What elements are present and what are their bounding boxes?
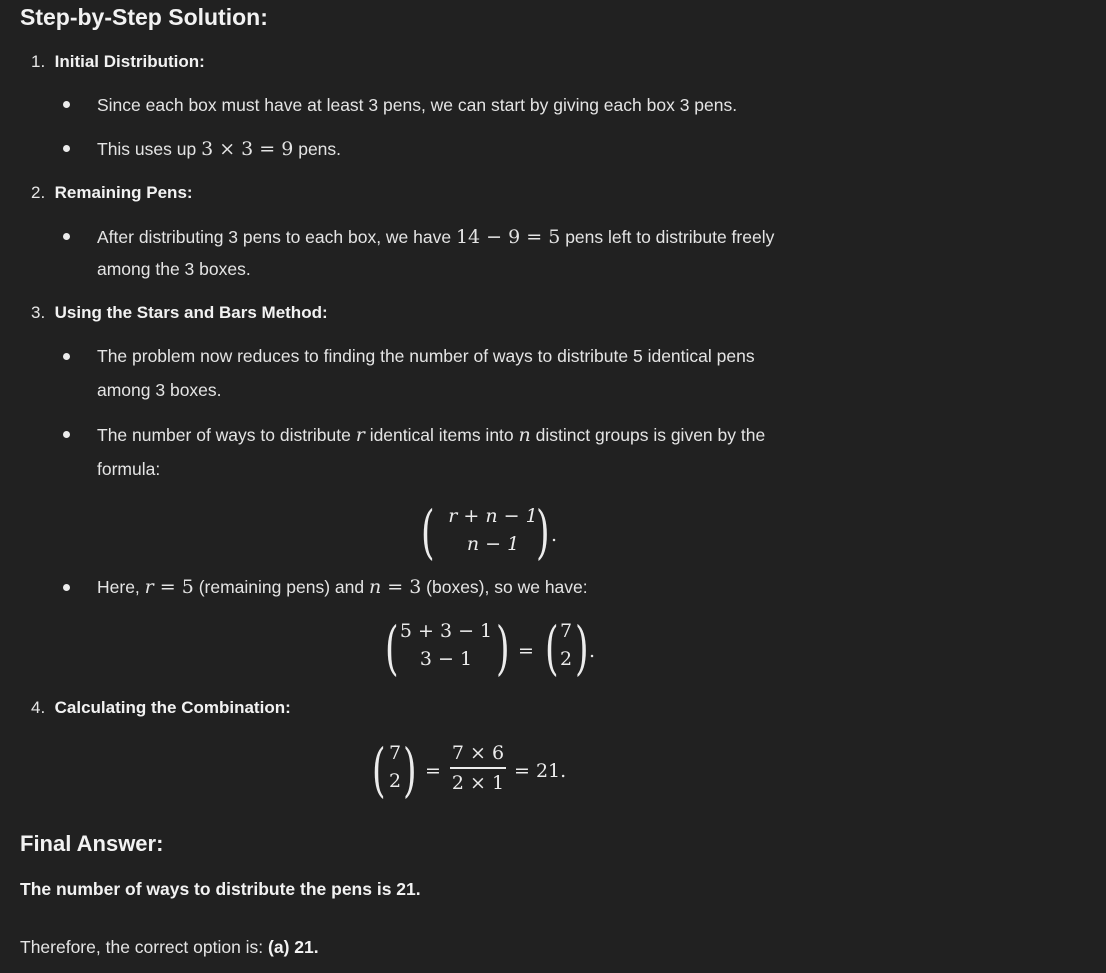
- step-2-bullet-1: After distributing 3 pens to each box, we have 14 − 9 = 5 pens left to distribute freely: [97, 226, 775, 248]
- step-3-bullet-2-line-2: formula:: [97, 459, 161, 479]
- equals-sign: =: [518, 640, 534, 662]
- formula-period: .: [551, 524, 558, 546]
- step-1-heading: 1. Initial Distribution:: [31, 52, 205, 71]
- step-3-heading: 3. Using the Stars and Bars Method:: [31, 303, 328, 322]
- bullet-dot: [63, 431, 70, 438]
- formula-result: = 21.: [514, 760, 567, 782]
- right-paren: ): [575, 614, 589, 682]
- step-2-heading: 2. Remaining Pens:: [31, 183, 193, 202]
- step-1-bullet-1: Since each box must have at least 3 pens, we can start by giving each box 3 pens.: [97, 95, 738, 115]
- fraction: 7 × 6 2 × 1: [451, 742, 505, 794]
- step-4-heading: 4. Calculating the Combination:: [31, 698, 291, 717]
- bullet-dot: [63, 101, 70, 108]
- right-paren: ): [403, 736, 417, 804]
- page-title: Step-by-Step Solution:: [20, 4, 268, 30]
- final-answer-statement: The number of ways to distribute the pens is 21.: [20, 879, 421, 899]
- right-paren: ): [496, 614, 510, 682]
- formula-binomial: r + n − 1 n − 1: [448, 505, 538, 555]
- step-1-bullet-2: This uses up 3 × 3 = 9 pens.: [97, 138, 342, 160]
- final-answer-heading: Final Answer:: [20, 831, 164, 856]
- bullet-dot: [63, 145, 70, 152]
- step-2-bullet-1-line-2: among the 3 boxes.: [97, 259, 251, 279]
- equals-sign: =: [425, 760, 441, 782]
- step-3-bullet-3: Here, r = 5 (remaining pens) and n = 3 (boxes), so we have:: [97, 576, 588, 598]
- formula-period: .: [589, 640, 596, 662]
- step-3-bullet-1-line-2: among 3 boxes.: [97, 380, 222, 400]
- formula-binomial-substituted: 5 + 3 − 1 3 − 1: [399, 620, 493, 670]
- left-paren: (: [385, 614, 399, 682]
- conclusion: Therefore, the correct option is: (a) 21.: [20, 937, 319, 957]
- bullet-dot: [63, 233, 70, 240]
- left-paren: (: [372, 736, 386, 804]
- bullet-dot: [63, 584, 70, 591]
- left-paren: (: [421, 498, 435, 566]
- formula-binomial-7-2: 7 2: [388, 742, 402, 792]
- step-3-bullet-2: The number of ways to distribute r identical items into n distinct groups is given by the: [97, 424, 766, 446]
- right-paren: ): [536, 498, 550, 566]
- step-3-bullet-1: The problem now reduces to finding the number of ways to distribute 5 identical pens: [97, 346, 755, 366]
- formula-binomial-7-2: 7 2: [559, 620, 573, 670]
- left-paren: (: [545, 614, 559, 682]
- bullet-dot: [63, 353, 70, 360]
